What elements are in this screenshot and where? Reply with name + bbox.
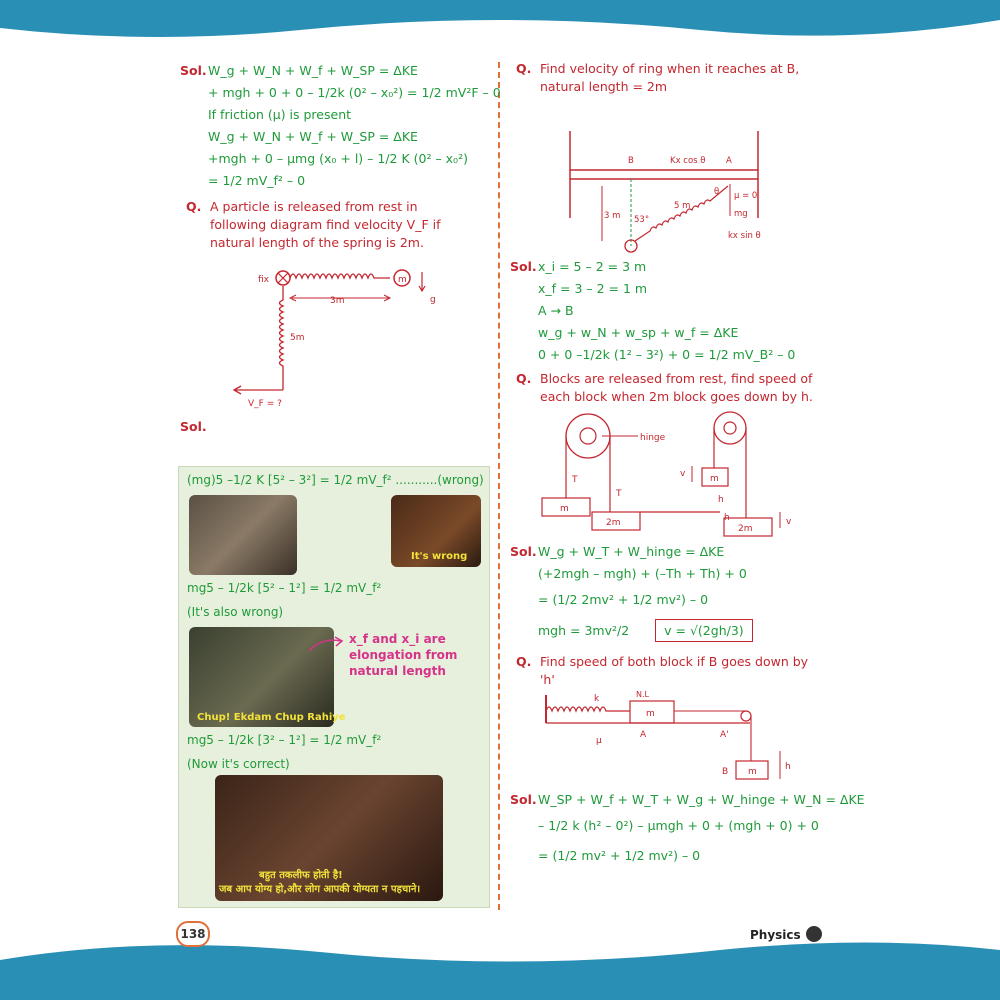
spring-block-pulley-diagram: [510, 689, 820, 789]
sol4-line1: Sol.W_g + W_T + W_hinge = ΔKE: [510, 544, 725, 559]
sol3-line5: 0 + 0 –1/2k (1² – 3²) + 0 = 1/2 mV_B² – 0: [538, 347, 796, 362]
block-m1-label: m: [560, 504, 569, 514]
friction-label: μ: [596, 736, 602, 746]
velocity-up-label: v: [680, 469, 686, 479]
panel-line5: (Now it's correct): [187, 757, 290, 771]
bottom-wave-band: [0, 930, 1000, 1000]
angle-label: 53°: [634, 215, 650, 225]
caption-chup: Chup! Ekdam Chup Rahiye: [197, 712, 346, 723]
hinge-label: hinge: [640, 433, 666, 443]
pulley-blocks-diagram: [510, 406, 820, 541]
block-b-label: B: [722, 767, 729, 777]
point-b-label: B: [628, 156, 634, 166]
point-a-label: A: [726, 156, 732, 166]
meme-panel: [178, 466, 490, 908]
question-2: Q. Find velocity of ring when it reaches at B, natural length = 2m: [516, 61, 800, 94]
height-label: 3 m: [604, 211, 621, 221]
sol1-line3: If friction (μ) is present: [208, 107, 352, 122]
tension-1-label: T: [572, 475, 578, 485]
sol2-label: Sol.: [180, 419, 207, 434]
height-2-label: h: [724, 513, 730, 523]
mu-label: μ = 0: [734, 191, 758, 201]
kx-sin-label: kx sin θ: [728, 231, 761, 241]
mass-label: m: [398, 275, 407, 285]
sol3-line2: x_f = 3 – 2 = 1 m: [538, 281, 648, 296]
theta-label: θ: [714, 187, 720, 197]
pulley-1-icon: [580, 428, 596, 444]
sol1-line2: + mgh + 0 + 0 – 1/2k (0² – x₀²) = 1/2 mV²F – 0: [208, 85, 501, 100]
subject-label: Physics: [750, 928, 801, 942]
column-divider: [498, 62, 500, 910]
sol4-line2: (+2mgh – mgh) + (–Th + Th) + 0: [538, 566, 747, 581]
pulley-2-icon: [724, 422, 736, 434]
note-arrow: [307, 635, 347, 655]
right-column: [510, 60, 865, 871]
panel-line1: (mg)5 –1/2 K [5² – 3²] = 1/2 mV_f² ...........(wrong): [187, 473, 484, 487]
gravity-label: g: [430, 295, 436, 305]
elongation-note: x_f and x_i are elongation from natural length: [349, 632, 458, 678]
block-m-label: m: [646, 709, 655, 719]
panel-line3: (It's also wrong): [187, 605, 284, 619]
vertical-spring: [280, 286, 284, 390]
vertical-length-label: 5m: [290, 333, 305, 343]
ring-spring-diagram: [510, 96, 820, 256]
sol3-line3: A → B: [538, 303, 574, 318]
mg-label: mg: [734, 209, 748, 219]
sol4-line4: mgh = 3mv²/2 v = √(2gh/3): [510, 615, 825, 647]
point-a-label-4: A: [640, 730, 647, 740]
page-number: 138: [176, 921, 210, 947]
meme-image-1: [189, 495, 297, 575]
left-column: [180, 60, 501, 438]
tension-2-label: T: [616, 489, 622, 499]
horizontal-length-label: 3m: [330, 296, 345, 306]
natural-length-label: N.L: [636, 690, 649, 699]
spring-length-label: 5 m: [674, 201, 691, 211]
velocity-label: V_F = ?: [248, 399, 282, 409]
kx-cos-label: Kx cos θ: [670, 156, 706, 166]
caption-its-wrong: It's wrong: [411, 551, 468, 562]
spring-constant-label: k: [594, 694, 600, 704]
height-4-label: h: [785, 762, 791, 772]
horizontal-spring: [290, 274, 390, 278]
sol4-line3: = (1/2 2mv² + 1/2 mv²) – 0: [538, 592, 709, 607]
sol3-line4: w_g + w_N + w_sp + w_f = ΔKE: [538, 325, 739, 340]
caption-hindi-2: जब आप योग्य हो,और लोग आपकी योग्यता न पहचाने।: [219, 884, 421, 895]
block-m3-label: m: [710, 474, 719, 484]
answer-box: v = √(2gh/3): [655, 619, 753, 642]
sol1-line1: Sol.W_g + W_N + W_f + W_SP = ΔKE: [180, 63, 418, 78]
panel-line4: mg5 – 1/2k [3² – 1²] = 1/2 mV_f²: [187, 733, 382, 747]
height-1-label: h: [718, 495, 724, 505]
question-4: Q. Find speed of both block if B goes down by 'h': [516, 654, 809, 687]
spring-4: [546, 707, 630, 711]
atom-icon: [806, 926, 822, 942]
caption-hindi-1: बहुत तकलीफ होती है!: [259, 870, 343, 881]
sol5-line1: Sol.W_SP + W_f + W_T + W_g + W_hinge + W_N = ΔKE: [510, 792, 865, 807]
sol1-line6: = 1/2 mV_f² – 0: [208, 173, 306, 188]
sol1-line4: W_g + W_N + W_f + W_SP = ΔKE: [208, 129, 418, 144]
point-a-prime-label: A': [720, 730, 729, 740]
pulley-3-icon: [741, 711, 751, 721]
spring-particle-diagram: [180, 260, 490, 410]
top-wave-band: [0, 0, 1000, 50]
velocity-down-label: v: [786, 517, 792, 527]
question-3: Q. Blocks are released from rest, find speed of each block when 2m block goes down by h.: [516, 371, 813, 404]
fix-label: fix: [258, 275, 269, 285]
block-b-mass-label: m: [748, 767, 757, 777]
block-2m-label: 2m: [606, 518, 621, 528]
block-2m-right-label: 2m: [738, 524, 753, 534]
sol3-line1: Sol.x_i = 5 – 2 = 3 m: [510, 259, 647, 274]
sol5-line3: = (1/2 mv² + 1/2 mv²) – 0: [538, 848, 701, 863]
question-1: Q. A particle is released from rest in following diagram find velocity V_F if natural length of the spring is 2m.: [186, 199, 441, 250]
panel-line2: mg5 – 1/2k [5² – 1²] = 1/2 mV_f²: [187, 581, 382, 595]
sol1-line5: +mgh + 0 – μmg (x₀ + l) – 1/2 K (0² – x₀²): [208, 151, 468, 166]
sol5-line2: – 1/2 k (h² – 0²) – μmgh + 0 + (mgh + 0) + 0: [538, 818, 819, 833]
